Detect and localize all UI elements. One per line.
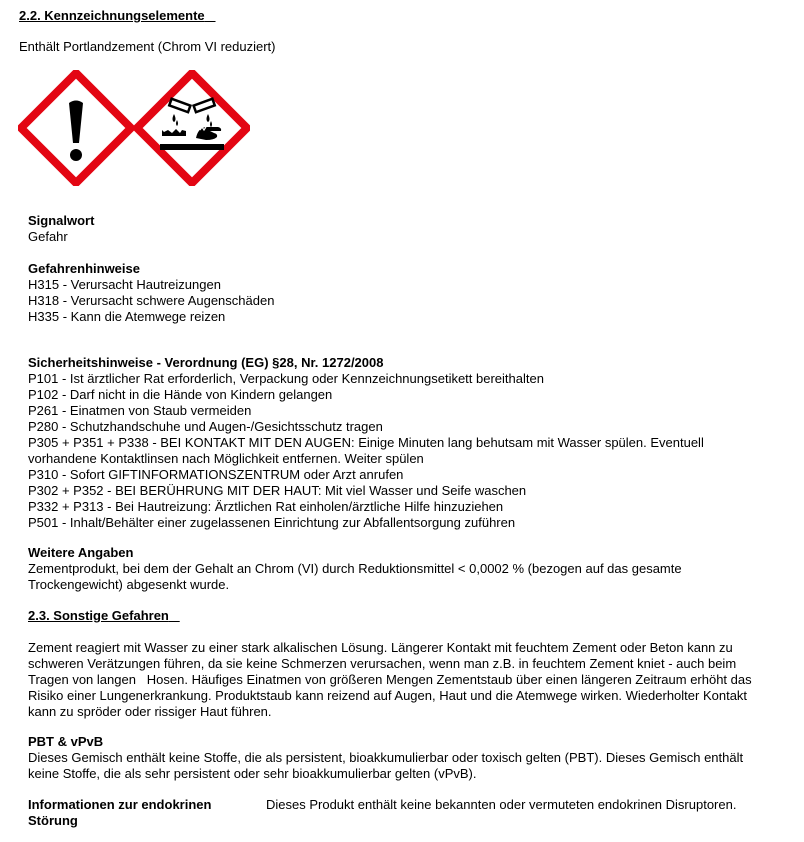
endocrine-label: Störung bbox=[28, 813, 78, 828]
precautionary-statement: P501 - Inhalt/Behälter einer zugelassenen Einrichtung zur Abfallentsorgung zuführen bbox=[28, 515, 516, 530]
hazard-statements-label: Gefahrenhinweise bbox=[28, 261, 140, 276]
precautionary-statement: P302 + P352 - BEI BERÜHRUNG MIT DER HAUT: Mit viel Wasser und Seife waschen bbox=[28, 483, 527, 498]
other-hazards-text: Risiko einer Lungenerkrankung. Produktstaub kann reizend auf Augen, Haut und die Atemwege wirken. Wiederholter Kontakt bbox=[28, 688, 748, 703]
hazard-statement: H315 - Verursacht Hautreizungen bbox=[28, 277, 221, 292]
section-22-heading: 2.2. Kennzeichnungselemente bbox=[19, 8, 205, 23]
corrosion-hazard-icon bbox=[134, 70, 250, 186]
pbt-text: keine Stoffe, die als sehr persistent oder sehr bioakkumulierbar gelten (vPvB). bbox=[28, 766, 477, 781]
signal-word-label: Signalwort bbox=[28, 213, 95, 228]
hazard-statement: H335 - Kann die Atemwege reizen bbox=[28, 309, 226, 324]
section-23-heading: 2.3. Sonstige Gefahren bbox=[28, 608, 169, 623]
precautionary-statement: P305 + P351 + P338 - BEI KONTAKT MIT DEN AUGEN: Einige Minuten lang behutsam mit Wasser spülen. Eventuell bbox=[28, 435, 704, 450]
precautionary-statement: vorhandene Kontaktlinsen nach Möglichkeit entfernen. Weiter spülen bbox=[28, 451, 424, 466]
endocrine-text: Dieses Produkt enthält keine bekannten oder vermuteten endokrinen Disruptoren. bbox=[266, 797, 737, 812]
further-info-label: Weitere Angaben bbox=[28, 545, 134, 560]
precautionary-statement: P102 - Darf nicht in die Hände von Kindern gelangen bbox=[28, 387, 333, 402]
further-info-text: Trockengewicht) abgesenkt wurde. bbox=[28, 577, 230, 592]
precautionary-statement: P280 - Schutzhandschuhe und Augen-/Gesichtsschutz tragen bbox=[28, 419, 383, 434]
precautionary-statement: P310 - Sofort GIFTINFORMATIONSZENTRUM oder Arzt anrufen bbox=[28, 467, 404, 482]
exclamation-mark-hazard-icon bbox=[18, 70, 134, 186]
other-hazards-text: kann zu spröder oder rissiger Haut führen. bbox=[28, 704, 272, 719]
other-hazards-text: schweren Verätzungen führen, da sie keine Schmerzen verursachen, wenn man z.B. in feuchtem Zement kniet - auch beim bbox=[28, 656, 737, 671]
other-hazards-text: Zement reagiert mit Wasser zu einer stark alkalischen Lösung. Längerer Kontakt mit feuchtem Zement oder Beton kann zu bbox=[28, 640, 733, 655]
other-hazards-text: Tragen von langen Hosen. Häufiges Einatmen von größeren Mengen Zementstaub über einen längeren Zeitraum erhöht das bbox=[28, 672, 752, 687]
precautionary-statements-label: Sicherheitshinweise - Verordnung (EG) §28, Nr. 1272/2008 bbox=[28, 355, 384, 370]
endocrine-label: Informationen zur endokrinen bbox=[28, 797, 212, 812]
precautionary-statement: P261 - Einatmen von Staub vermeiden bbox=[28, 403, 252, 418]
pbt-text: Dieses Gemisch enthält keine Stoffe, die als persistent, bioakkumulierbar oder toxisch gelten (PBT). Dieses Gemisch enthält bbox=[28, 750, 744, 765]
precautionary-statement: P101 - Ist ärztlicher Rat erforderlich, Verpackung oder Kennzeichnungsetikett bereithalten bbox=[28, 371, 544, 386]
precautionary-statement: P332 + P313 - Bei Hautreizung: Ärztlichen Rat einholen/ärztliche Hilfe hinzuziehen bbox=[28, 499, 504, 514]
pbt-label: PBT & vPvB bbox=[28, 734, 104, 749]
further-info-text: Zementprodukt, bei dem der Gehalt an Chrom (VI) durch Reduktionsmittel < 0,0002 % (bezogen auf das gesamte bbox=[28, 561, 682, 576]
signal-word-value: Gefahr bbox=[28, 229, 68, 244]
hazard-statement: H318 - Verursacht schwere Augenschäden bbox=[28, 293, 275, 308]
contains-text: Enthält Portlandzement (Chrom VI reduziert) bbox=[19, 39, 276, 54]
